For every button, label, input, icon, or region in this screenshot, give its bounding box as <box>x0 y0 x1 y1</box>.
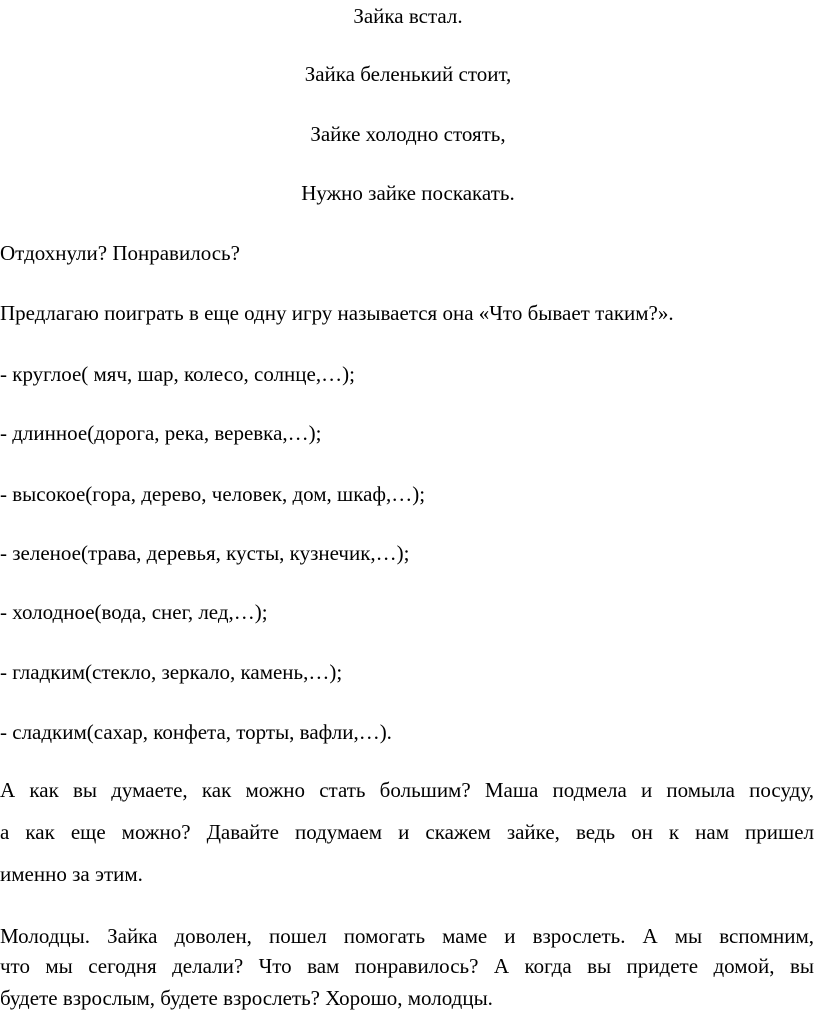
game-item: - холодное(вода, снег, лед,…); <box>0 600 268 624</box>
paragraph1-line-3: именно за этим. <box>0 862 143 886</box>
paragraph1-line-2: а как еще можно? Давайте подумаем и скажем зайке, ведь он к нам пришел <box>0 820 814 844</box>
poem-line-3: Зайке холодно стоять, <box>310 122 506 146</box>
paragraph1-line-1: А как вы думаете, как можно стать большим? Маша подмела и помыла посуду, <box>0 778 814 802</box>
poem-line-4: Нужно зайке поскакать. <box>301 181 515 205</box>
game-item: - гладким(стекло, зеркало, камень,…); <box>0 660 343 684</box>
game-item: - круглое( мяч, шар, колесо, солнце,…); <box>0 362 355 386</box>
paragraph2-line-1: Молодцы. Зайка доволен, пошел помогать маме и взрослеть. А мы вспомним, <box>0 924 814 948</box>
poem-line-1: Зайка встал. <box>353 4 463 28</box>
question-text: Отдохнули? Понравилось? <box>0 241 240 265</box>
game-intro: Предлагаю поиграть в еще одну игру называется она «Что бывает таким?». <box>0 301 674 325</box>
paragraph2-line-3: будете взрослым, будете взрослеть? Хорошо, молодцы. <box>0 986 493 1010</box>
game-item: - сладким(сахар, конфета, торты, вафли,…). <box>0 720 392 744</box>
poem-line-2: Зайка беленький стоит, <box>304 62 512 86</box>
game-item: - длинное(дорога, река, веревка,…); <box>0 421 322 445</box>
paragraph2-line-2: что мы сегодня делали? Что вам понравилось? А когда вы придете домой, вы <box>0 954 814 978</box>
game-item: - зеленое(трава, деревья, кусты, кузнечик,…); <box>0 541 410 565</box>
game-item: - высокое(гора, дерево, человек, дом, шкаф,…); <box>0 482 426 506</box>
